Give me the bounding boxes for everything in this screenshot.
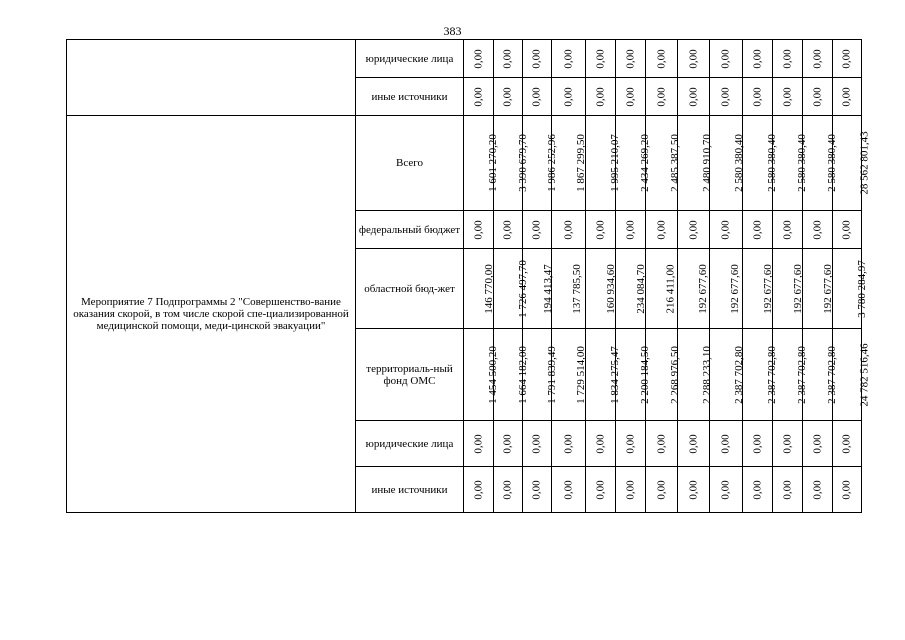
value-text: 0,00 [594, 433, 607, 454]
value-cell [464, 249, 494, 329]
value-text: 1 791 839,49 [545, 345, 558, 404]
value-text: 0,00 [720, 86, 732, 107]
value-text: 0,00 [472, 433, 485, 454]
value-text: 0,00 [624, 48, 637, 69]
value-cell [552, 421, 586, 467]
value-text: 0,00 [624, 86, 637, 107]
value-cell [464, 329, 499, 421]
value-text: 1 729 514,00 [574, 345, 587, 404]
value-text: 0,00 [531, 219, 543, 240]
funding-source-label: территориаль-ный фонд ОМС [356, 329, 464, 421]
value-text: 2 387 702,80 [795, 345, 808, 404]
value-text: 1 986 252,96 [545, 134, 558, 192]
value-text: 2 485 387,50 [668, 134, 681, 192]
value-cell [678, 467, 710, 513]
value-text: 1 995 210,07 [608, 134, 621, 192]
value-text: 0,00 [562, 86, 575, 107]
value-text: 0,00 [562, 219, 575, 240]
value-text: 160 934,60 [604, 263, 617, 314]
value-text: 1 454 500,20 [486, 345, 499, 404]
value-cell [523, 211, 552, 249]
value-cell [586, 421, 616, 467]
value-cell [586, 40, 616, 78]
value-cell [678, 78, 710, 116]
value-cell [586, 249, 616, 329]
value-text: 0,00 [841, 219, 853, 240]
value-cell [710, 40, 743, 78]
funding-source-label: областной бюд-жет [356, 249, 464, 329]
value-text: 0,00 [811, 479, 824, 500]
value-text: 0,00 [655, 219, 668, 240]
value-text: 0,00 [720, 479, 732, 500]
value-cell [523, 78, 552, 116]
value-cell [494, 421, 523, 467]
value-cell [586, 78, 616, 116]
value-text: 0,00 [811, 48, 824, 69]
value-cell [743, 211, 773, 249]
value-text: 0,00 [472, 86, 485, 107]
value-text: 1 726 497,70 [516, 259, 529, 318]
value-text: 0,00 [594, 479, 607, 500]
value-cell [678, 116, 713, 211]
value-text: 0,00 [502, 479, 514, 500]
value-cell [464, 421, 494, 467]
value-cell [646, 467, 678, 513]
value-text: 3 780 284,97 [855, 259, 868, 318]
value-text: 0,00 [841, 479, 853, 500]
value-text: 0,00 [751, 48, 764, 69]
value-text: 2 288 233,10 [700, 345, 713, 404]
value-cell [678, 249, 710, 329]
value-cell [523, 421, 552, 467]
value-text: 2 387 702,80 [732, 345, 745, 404]
value-cell [552, 40, 586, 78]
value-text: 0,00 [624, 219, 637, 240]
value-text: 2 268 976,50 [668, 345, 681, 404]
value-text: 2 434 269,20 [638, 134, 651, 192]
value-cell [803, 467, 833, 513]
value-text: 192 677,60 [821, 263, 834, 314]
value-text: 0,00 [751, 433, 764, 454]
value-text: 0,00 [781, 433, 794, 454]
value-text: 0,00 [841, 48, 853, 69]
value-cell [552, 211, 586, 249]
value-cell [646, 40, 678, 78]
funding-source-label: иные источники [356, 467, 464, 513]
value-cell [678, 211, 710, 249]
value-cell [494, 40, 523, 78]
value-text: 0,00 [531, 48, 543, 69]
value-cell [833, 40, 862, 78]
value-text: 24 782 516,46 [858, 342, 871, 407]
value-text: 1 601 270,20 [486, 134, 499, 192]
value-cell [464, 116, 499, 211]
value-cell [552, 249, 586, 329]
value-cell [586, 467, 616, 513]
page-number: 383 [443, 24, 462, 38]
value-cell [743, 40, 773, 78]
value-text: 0,00 [781, 86, 794, 107]
value-text: 216 411,00 [664, 263, 677, 314]
value-text: 0,00 [655, 433, 668, 454]
value-cell [646, 421, 678, 467]
value-text: 1 867 299,50 [574, 134, 587, 192]
funding-source-label: Всего [356, 116, 464, 211]
value-text: 2 480 910,70 [700, 134, 713, 192]
value-text: 0,00 [594, 219, 607, 240]
value-text: 0,00 [655, 479, 668, 500]
funding-source-label: юридические лица [356, 40, 464, 78]
value-cell [646, 211, 678, 249]
value-cell [494, 467, 523, 513]
value-text: 0,00 [751, 86, 764, 107]
value-cell [616, 421, 646, 467]
value-text: 0,00 [562, 479, 575, 500]
value-text: 0,00 [472, 219, 485, 240]
value-text: 0,00 [841, 86, 853, 107]
value-cell [833, 467, 862, 513]
value-text: 0,00 [472, 479, 485, 500]
value-cell [743, 421, 773, 467]
value-text: 0,00 [655, 86, 668, 107]
value-text: 0,00 [720, 219, 732, 240]
value-text: 192 677,60 [791, 263, 804, 314]
value-text: 0,00 [751, 479, 764, 500]
value-text: 0,00 [531, 433, 543, 454]
value-text: 192 677,60 [696, 263, 709, 314]
value-cell [523, 467, 552, 513]
value-cell [464, 78, 494, 116]
funding-table [66, 39, 871, 513]
value-cell [710, 211, 743, 249]
value-cell [523, 40, 552, 78]
value-text: 0,00 [502, 433, 514, 454]
value-cell [616, 249, 646, 329]
value-text: 0,00 [594, 86, 607, 107]
value-text: 1 834 275,47 [608, 345, 621, 404]
value-text: 28 562 801,43 [858, 131, 871, 195]
funding-source-label: федеральный бюджет [356, 211, 464, 249]
funding-source-label: иные источники [356, 78, 464, 116]
value-text: 194 413,47 [541, 263, 554, 314]
value-text: 2 580 380,40 [765, 134, 778, 192]
value-text: 0,00 [687, 479, 700, 500]
value-text: 137 785,50 [570, 263, 583, 314]
value-text: 0,00 [562, 433, 575, 454]
value-cell [803, 40, 833, 78]
value-text: 0,00 [841, 433, 853, 454]
value-cell [464, 211, 494, 249]
value-cell [494, 78, 523, 116]
value-text: 0,00 [781, 48, 794, 69]
value-text: 3 390 679,70 [516, 134, 529, 192]
funding-source-label: юридические лица [356, 421, 464, 467]
value-text: 0,00 [624, 433, 637, 454]
value-cell [494, 249, 529, 329]
value-cell [743, 78, 773, 116]
value-text: 0,00 [687, 433, 700, 454]
value-cell [646, 249, 678, 329]
value-cell [646, 78, 678, 116]
value-text: 2 580 380,40 [825, 134, 838, 192]
value-text: 2 580 380,40 [732, 134, 745, 192]
value-cell [773, 211, 803, 249]
value-cell [803, 211, 833, 249]
table-row [67, 116, 862, 211]
value-cell [833, 421, 862, 467]
value-cell [773, 249, 803, 329]
value-text: 0,00 [502, 219, 514, 240]
value-text: 234 084,70 [634, 263, 647, 314]
value-cell [710, 329, 743, 421]
value-text: 1 664 182,00 [516, 345, 529, 404]
value-text: 0,00 [531, 86, 543, 107]
value-cell [586, 329, 621, 421]
value-cell [552, 78, 586, 116]
value-cell [803, 421, 833, 467]
value-cell [616, 78, 646, 116]
value-cell [710, 467, 743, 513]
value-text: 0,00 [624, 479, 637, 500]
value-text: 0,00 [531, 479, 543, 500]
value-cell [586, 116, 621, 211]
value-text: 2 200 184,50 [638, 345, 651, 404]
value-text: 0,00 [502, 48, 514, 69]
value-cell [743, 329, 778, 421]
event-title: Мероприятие 7 Подпрограммы 2 "Совершенство-вание оказания скорой, в том числе скорой спе-циализированной медицинской помощи, меди-цинской эвакуации" [67, 116, 356, 513]
value-text: 0,00 [472, 48, 485, 69]
value-text: 192 677,60 [728, 263, 741, 314]
value-cell [710, 249, 743, 329]
value-text: 2 580 380,40 [795, 134, 808, 192]
value-text: 0,00 [720, 48, 732, 69]
value-cell [833, 249, 868, 329]
value-text: 2 387 702,80 [825, 345, 838, 404]
value-text: 192 677,60 [761, 263, 774, 314]
value-cell [743, 467, 773, 513]
value-cell [678, 40, 710, 78]
value-cell [773, 40, 803, 78]
value-cell [616, 211, 646, 249]
value-cell [833, 78, 862, 116]
value-cell [552, 467, 586, 513]
table-row [67, 40, 862, 78]
value-cell [743, 116, 778, 211]
value-text: 0,00 [811, 433, 824, 454]
value-text: 0,00 [811, 86, 824, 107]
value-text: 0,00 [751, 219, 764, 240]
value-cell [616, 40, 646, 78]
value-cell [803, 249, 833, 329]
value-cell [494, 211, 523, 249]
value-cell [464, 467, 494, 513]
value-cell [464, 40, 494, 78]
value-text: 146 770,00 [482, 263, 495, 314]
value-text: 2 387 702,80 [765, 345, 778, 404]
value-text: 0,00 [781, 479, 794, 500]
empty-event-cell [67, 40, 356, 116]
value-cell [586, 211, 616, 249]
value-text: 0,00 [781, 219, 794, 240]
value-cell [678, 329, 713, 421]
value-text: 0,00 [720, 433, 732, 454]
value-cell [616, 467, 646, 513]
value-cell [743, 249, 773, 329]
value-cell [773, 467, 803, 513]
value-text: 0,00 [655, 48, 668, 69]
value-text: 0,00 [594, 48, 607, 69]
value-text: 0,00 [687, 219, 700, 240]
value-cell [773, 78, 803, 116]
value-text: 0,00 [562, 48, 575, 69]
value-cell [710, 116, 743, 211]
value-text: 0,00 [687, 86, 700, 107]
value-cell [773, 421, 803, 467]
value-text: 0,00 [811, 219, 824, 240]
value-cell [678, 421, 710, 467]
value-cell [833, 211, 862, 249]
value-cell [803, 78, 833, 116]
value-text: 0,00 [687, 48, 700, 69]
value-cell [710, 421, 743, 467]
value-cell [710, 78, 743, 116]
value-text: 0,00 [502, 86, 514, 107]
